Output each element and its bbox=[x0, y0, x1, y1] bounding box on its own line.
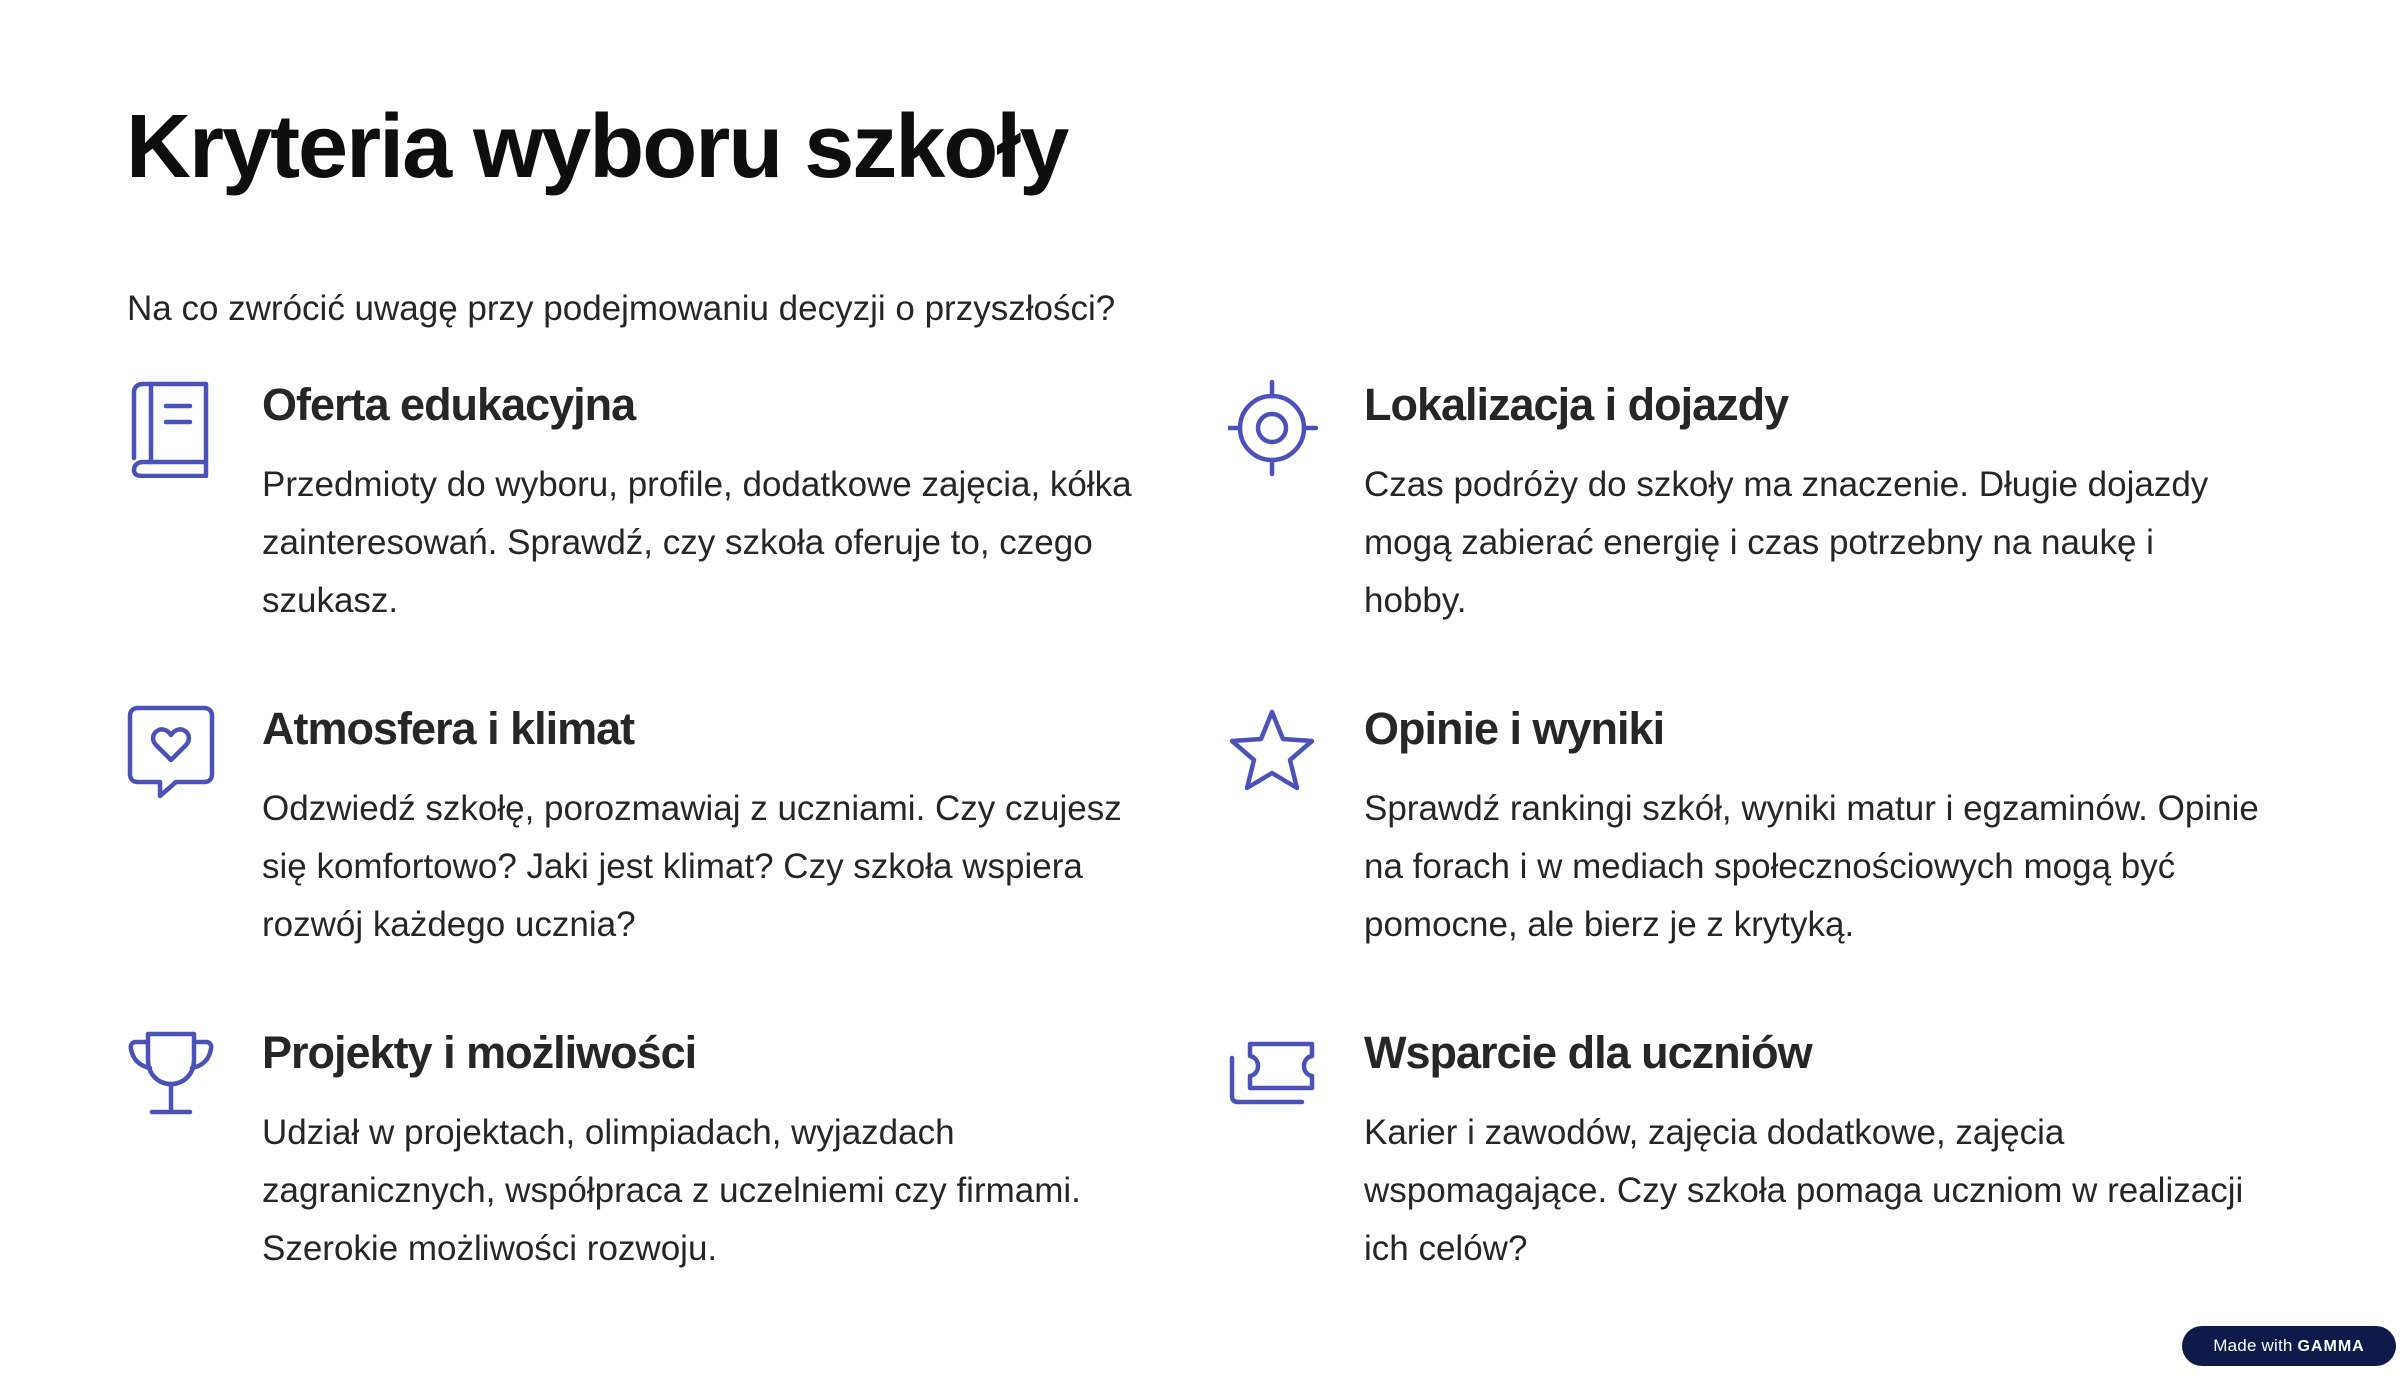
page-subtitle: Na co zwrócić uwagę przy podejmowaniu decyzji o przyszłości? bbox=[127, 289, 1116, 328]
card-text: Czas podróży do szkoły ma znaczenie. Długie dojazdy mogą zabierać energię i czas potrzebny na naukę i hobby. bbox=[1364, 465, 2209, 620]
star-icon bbox=[1228, 702, 1318, 802]
card-oferta-edukacyjna bbox=[126, 378, 1132, 658]
card-title: Lokalizacja i dojazdy bbox=[1364, 379, 1789, 430]
heart-message-icon bbox=[126, 702, 216, 802]
made-with-gamma-badge[interactable] bbox=[2182, 1326, 2396, 1366]
card-title: Opinie i wyniki bbox=[1364, 703, 1665, 754]
card-atmosfera-i-klimat bbox=[126, 702, 1126, 982]
card-text: Karier i zawodów, zajęcia dodatkowe, zajęcia wspomagające. Czy szkoła pomaga uczniom w realizacji ich celów? bbox=[1364, 1113, 2244, 1268]
card-lokalizacja-i-dojazdy bbox=[1228, 378, 2228, 658]
card-title: Oferta edukacyjna bbox=[262, 379, 636, 430]
gamma-brand: GAMMA bbox=[2297, 1338, 2365, 1355]
card-text: Sprawdź rankingi szkół, wyniki matur i egzaminów. Opinie na forach i w mediach społecznościowych mogą być pomocne, ale bierz je z krytyką. bbox=[1364, 789, 2259, 944]
card-text: Udział w projektach, olimpiadach, wyjazdach zagranicznych, współpraca z uczelniemi czy firmami. Szerokie możliwości rozwoju. bbox=[262, 1113, 1081, 1268]
card-title: Wsparcie dla uczniów bbox=[1364, 1027, 1812, 1078]
target-icon bbox=[1228, 378, 1318, 478]
card-text: Odzwiedź szkołę, porozmawiaj z uczniami. Czy czujesz się komfortowo? Jaki jest klimat? Czy szkoła wspiera rozwój każdego ucznia? bbox=[262, 789, 1122, 944]
trophy-icon bbox=[126, 1026, 216, 1126]
badge-prefix: Made with bbox=[2213, 1336, 2293, 1355]
book-icon bbox=[126, 378, 216, 478]
page-title: Kryteria wyboru szkoły bbox=[126, 97, 1068, 197]
card-wsparcie-dla-uczniow bbox=[1228, 1026, 2244, 1306]
card-opinie-i-wyniki bbox=[1228, 702, 2259, 982]
tickets-icon bbox=[1228, 1026, 1318, 1126]
card-projekty-i-mozliwosci bbox=[126, 1026, 1126, 1306]
card-text: Przedmioty do wyboru, profile, dodatkowe zajęcia, kółka zainteresowań. Sprawdź, czy szkoła oferuje to, czego szukasz. bbox=[262, 465, 1132, 620]
card-title: Projekty i możliwości bbox=[262, 1027, 697, 1078]
card-title: Atmosfera i klimat bbox=[262, 703, 635, 754]
